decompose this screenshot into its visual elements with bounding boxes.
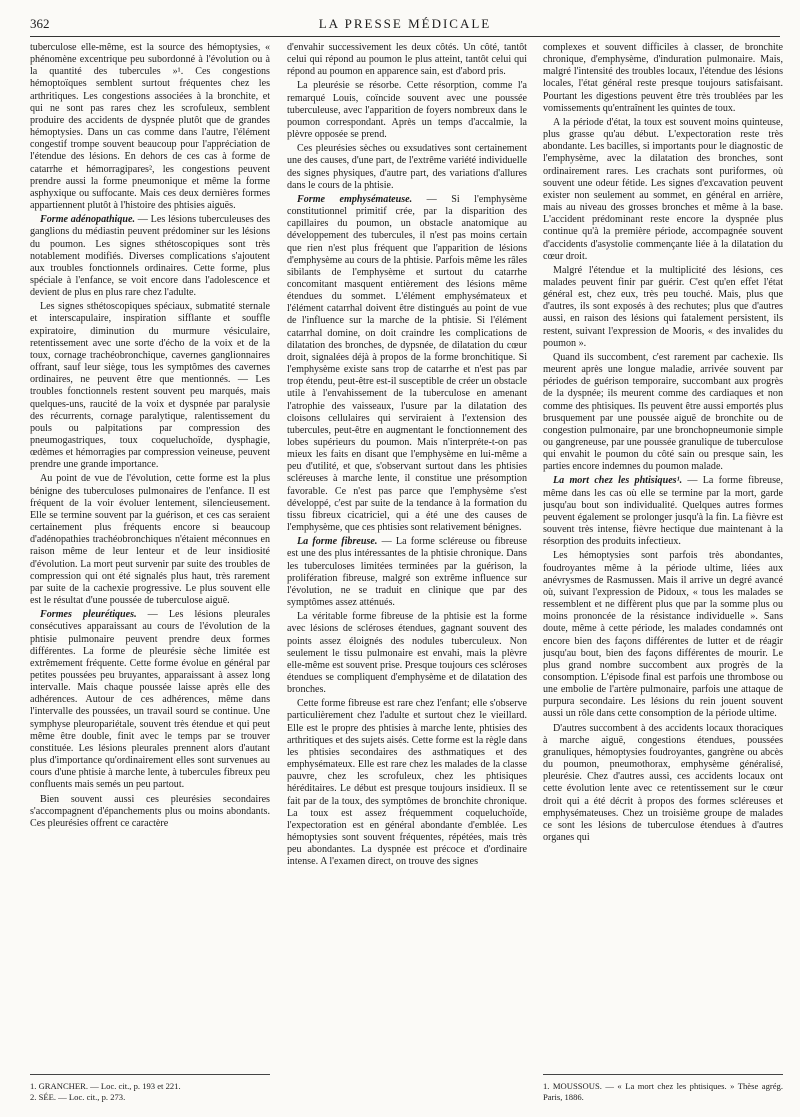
section-heading: La mort chez les phtisiques¹.	[553, 475, 683, 487]
section-fibreuse	[287, 536, 527, 609]
paragraph: D'autres succombent à des accidents locaux thoraciques à marche aiguë, congestions étendues, poussées granuliques, hémoptysies foudroyantes, gangrène ou abcès du poumon, pneumothorax, emphysème généralisé, pleurésie. Chez d'autres aussi, ces accidents locaux ont cette évolution lente avec ce retentissement sur le cœur droit qui a été décrit à propos des formes scléreuses et emphysémateuses. Chez un troisième groupe de malades ce sont les lésions de tuberculose étendues à d'autres organes qui	[543, 722, 783, 843]
section-text: — La forme scléreuse ou fibreuse est une des plus intéressantes de la phtisie chronique. Dans les tuberculoses limitées terminées par la guérison, la prolifération fibreuse, malgré son extrême influence sur l'évolution, ne se traduit en clinique que par des symptômes assez atténués.	[287, 536, 527, 609]
section-text: — La forme fibreuse, même dans les cas où elle se termine par la mort, garde jusqu'au bout son individualité. Quelques autres formes peuvent également se prolonger jusqu'à la fin. La fièvre est souvent très intense, fièvre hectique due maintenant à la résorption des produits infectieux.	[543, 475, 783, 548]
paragraph: Ces pleurésies sèches ou exsudatives sont certainement une des causes, d'une part, de l'extrême variété individuelle des signes physiques, d'autre part, des variations d'allures dans le cours de la phtisie.	[287, 143, 527, 191]
section-text: — Si l'emphysème constitutionnel primitif crée, par la disparition des capillaires du poumon, un obstacle anatomique au développement des tubercules, il n'est pas moins certain que rien n'est plus fréquent que l'apparition de lésions d'emphysème au cours de la phtisie. Parfois même les râles sibilants de l'emphysème et surtout du catarrhe concomitant masquent entièrement des lésions même étendues du sommet. L'élément emphysémateux et l'élément catarrhal doivent être distingués au point de vue de l'influence sur la marche de la phtisie. Si l'élément catarrhal domine, on doit craindre les complications de dilatation des bronches, de dypsnée, de dilatation du cœur droit, signalées déjà à propos de la forme bronchitique. Si l'emphysème existe sans trop de catarrhe et n'est pas par trop étendu, peut-être est-il susceptible de créer un obstacle utile à l'envahissement de la tuberculose en amenant l'atrophie des vaisseaux, l'usure par la dilatation des cloisons cellulaires qui serviraient à l'extension des tubercules, peut-être en augmentant le fonctionnement des lobes supérieurs du poumon. Mais n'interpréte-t-on pas mieux les faits en disant que l'emphysème en lui-même a peu d'utilité, et que, s'observant surtout dans les phtisies scléreuses à marche lente, il constitue une présomption favorable. Ce n'est pas parce que l'emphysème s'est développé, c'est par suite de la tendance à la formation du tissu fibreux cicatriciel, qui a été une des causes de l'emphysème, que ces phtisies sont relativement bénignes.	[287, 193, 527, 534]
paragraph: Au point de vue de l'évolution, cette forme est la plus bénigne des tuberculoses pulmonaires de l'enfance. Il est fréquent de la voir évoluer lentement, silencieusement. Elle se termine souvent par la guérison, et ces cas seraient certainement plus fréquents encore si beaucoup d'adénopathies trachéobronchiques n'étaient méconnues en raison même de leur lenteur et de leur insidiosité d'évolution. La mort peut survenir par suite des troubles de compression qui ont été signalés plus haut, très rarement par suite de la cachexie progressive. Le plus souvent elle est le résultat d'une poussée de tuberculose aiguë.	[30, 473, 270, 607]
paragraph: A la période d'état, la toux est souvent moins quinteuse, plus grasse qu'au début. L'expectoration reste très abondante. Les bacilles, si importants pour le diagnostic de l'emphysème, avec la dilatation des bronches, sont ordinairement rares. Les crachats sont puriformes, où souvent une odeur fétide. Les signes d'excavation peuvent exister non seulement au sommet, en général en arrière, mais au niveau des grosses bronches et même à la base. L'accident prédominant reste encore la dyspnée plus continue qu'à la première période, accompagnée souvent d'accidents d'asystolie commençante liée à la dilatation du cœur droit.	[543, 116, 783, 262]
paragraph: Les hémoptysies sont parfois très abondantes, foudroyantes même à la période ultime, liées aux anévrysmes de Rasmussen. Mais il arrive un degré avancé où, suivant l'expression de Pidoux, « tous les malades se ressemblent et ne diffèrent plus que par la somme plus ou moins prononcée de la résistance individuelle ». Sans doute, même à cette période, les malades condamnés ont encore bien des façons différentes de lutter et de réagir jusqu'au bout, bien des façons différentes de mourir. Le plus grand nombre succombent aux progrès de la consomption. L'épisode final est parfois une thrombose ou une embolie de l'artère pulmonaire, parfois une attaque de purpura secondaire. Les lésions du rein jouent souvent aussi un rôle dans cette consomption de la période ultime.	[543, 550, 783, 720]
paragraph: Bien souvent aussi ces pleurésies secondaires s'accompagnent d'épanchements plus ou moins abondants. Ces pleurésies offrent ce caractère	[30, 793, 270, 829]
paragraph: La véritable forme fibreuse de la phtisie est la forme avec lésions de scléroses étendues, gagnant souvent des points assez éloignés des nodules tuberculeux. Non seulement le tissu pulmonaire est envahi, mais la plèvre elle-même est souvent prise. Presque toujours ces scléroses étendues se compliquent d'emphysème et de dilatation des bronches.	[287, 611, 527, 696]
paragraph: complexes et souvent difficiles à classer, de bronchite chronique, d'emphysème, d'induration pulmonaire. Mais, malgré l'intensité des troubles locaux, l'étendue des lésions locales, l'état général reste presque toujours satisfaisant. Pourtant les digestions peuvent être très troublées par les vomissements qu'entraînent les quintes de toux.	[543, 42, 783, 114]
paragraph: d'envahir successivement les deux côtés. Un côté, tantôt celui qui répond au poumon le plus atteint, tantôt celui qui répond au poumon en apparence sain, est d'abord pris.	[287, 42, 527, 78]
section-heading: Forme emphysémateuse.	[297, 193, 413, 205]
footnotes	[30, 1074, 270, 1102]
section-text: — Les lésions tuberculeuses des ganglions du médiastin peuvent prédominer sur les lésions du poumon. Les signes sthétoscopiques sont très notablement modifiés. Diverses complications s'ajoutent aux troubles fonctionnels ordinaires. Cette forme, plus spéciale à l'enfance, se voit encore dans l'adolescence et devient de plus en plus rare chez l'adulte.	[30, 214, 270, 299]
section-adenopathique	[30, 214, 270, 299]
section-heading: Formes pleurétiques.	[40, 609, 137, 621]
footnote: 2. SÉE. — Loc. cit., p. 273.	[30, 1091, 126, 1102]
footnote: 1. GRANCHER. — Loc. cit., p. 193 et 221.	[30, 1081, 181, 1091]
section-text: — Les lésions pleurales consécutives apparaissant au cours de l'évolution de la phtisie pulmonaire peuvent prendre deux formes différentes. La forme de pleurésie sèche limitée est extrêmement fréquente. Cette forme évolue en général par petites poussées peu bruyantes, apparaissant à assez long intervalle. Mais chaque poussée laisse après elle des adhérences. Autour de ces adhérences, même dans l'intervalle des poussées, un travail sourd se continue. Une symphyse pleuropariétale, souvent très étendue et qui peut même être double, finit avec le temps par se trouver constituée. Les lésions pleurales prennent alors d'autant plus d'importance qu'ordinairement elles sont survenues au cours d'une phtisie à marche lente, à tubercules fibreux peu confluents mais semés un peu partout.	[30, 609, 270, 791]
paragraph: La pleurésie se résorbe. Cette résorption, comme l'a remarqué Louis, coïncide souvent avec une poussée tuberculeuse, avec l'apparition de foyers nombreux dans le poumon correspondant. Après un temps d'accalmie, la plèvre opposée se prend.	[287, 80, 527, 141]
footnote: 1. MOUSSOUS. — « La mort chez les phtisiques. » Thèse agrég. Paris, 1886.	[543, 1081, 783, 1102]
paragraph: tuberculose elle-même, est la source des hémoptysies, « phénomène excentrique peu subordonné à l'évolution ou à la quantité des tubercules »¹. Ces congestions hémoptoïques semblent surtout fréquentes chez les arthritiques. Les congestions associées à la bronchite, et qui ne sont pas rares chez les scrofuleux, semblent produire des accidents de dyspnée plutôt que de grandes hémoptysies. Dans un cas comme dans l'autre, l'élément congestif trompe souvent beaucoup pour l'appréciation de l'étendue des lésions. En dehors de ces cas à forme de catarrhe et hémorragipares², les congestions peuvent prendre aussi la forme pneumonique et même la forme asphyxique ou suffocante. Mais ces deux dernières formes appartiennent plutôt à l'histoire des phtisies aiguës.	[30, 42, 270, 212]
section-emphysemateuse	[287, 194, 527, 534]
footnotes	[543, 1074, 783, 1102]
section-heading: Forme adénopathique.	[40, 214, 136, 226]
paragraph: Cette forme fibreuse est rare chez l'enfant; elle s'observe particulièrement chez l'adulte et surtout chez le vieillard. Elle est le propre des phtisies à marche lente, phtisies des arthritiques et des sujets aisés. Cette forme est la règle dans les phtisies secondaires des asthmatiques et des emphysémateux. Elle est rare chez les malades de la classe pauvre, chez les scrofuleux, chez les phtisiques héréditaires. Le début est presque toujours insidieux. Il se fait par de la toux, des symptômes de bronchite chronique. La toux est assez fréquemment coqueluchoïde, l'expectoration est en général abondante d'emblée. Les hémoptysies sont souvent fréquentes, répétées, mais très peu abondantes. La dyspnée est précoce et d'ordinaire intense. A l'examen direct, on trouve des signes	[287, 698, 527, 868]
section-mort	[543, 475, 783, 548]
middle-column	[287, 42, 527, 1102]
paragraph: Les signes sthétoscopiques spéciaux, submatité sternale et interscapulaire, inspiration sifflante et souffle expiratoire, diminution du murmure vésiculaire, retentissement avec une sorte d'écho de la voix et de la toux, cornage trachéobronchique, cavernes ganglionnaires offrant, sauf leur siège, tous les symptômes des cavernes ordinaires, ne peuvent être que mentionnés. — Les troubles fonctionnels restent souvent peu marqués, mais quelques-uns, raucité de la voix et dyspnée par paralysie des récurrents, cornage paralytique, ralentissement du pouls ou palpitations par compression des pneumogastriques, toux coqueluchoïde, dysphagie, œdèmes et hémorragies par compression veineuse, peuvent prendre une grande importance.	[30, 301, 270, 471]
section-heading: La forme fibreuse.	[297, 536, 378, 548]
section-pleuretiques	[30, 609, 270, 791]
right-column	[543, 42, 783, 1102]
header-rule	[30, 36, 780, 37]
page-number: 362	[30, 16, 50, 31]
left-column	[30, 42, 270, 1102]
paragraph: Malgré l'étendue et la multiplicité des lésions, ces malades peuvent finir par guérir. C'est qu'en effet l'état général est, chez eux, très peu touché. Mais, plus que d'autres, ils sont exposés à des rechutes; plus que d'autres aussi, en raison des lésions qui fatalement persistent, ils restent, suivant l'expression de Mooris, « des invalides du poumon ».	[543, 264, 783, 349]
page-header	[30, 14, 780, 36]
journal-title: LA PRESSE MÉDICALE	[318, 16, 492, 31]
paragraph: Quand ils succombent, c'est rarement par cachexie. Ils meurent après une longue maladie, arrivée souvent par périodes de guérison temporaire, succombant aux progrès de la dyspnée; ils meurent comme des cardiaques et non comme des phtisiques. Ils peuvent être aussi emportés plus brusquement par une poussée aiguë de bronchite ou de congestion pulmonaire, par une bronchopneumonie simple ou gangreneuse, par une poussée granulique de tuberculose qui envahit le poumon du côté sain ou presque sain, les parties encore indemnes du poumon malade.	[543, 351, 783, 473]
